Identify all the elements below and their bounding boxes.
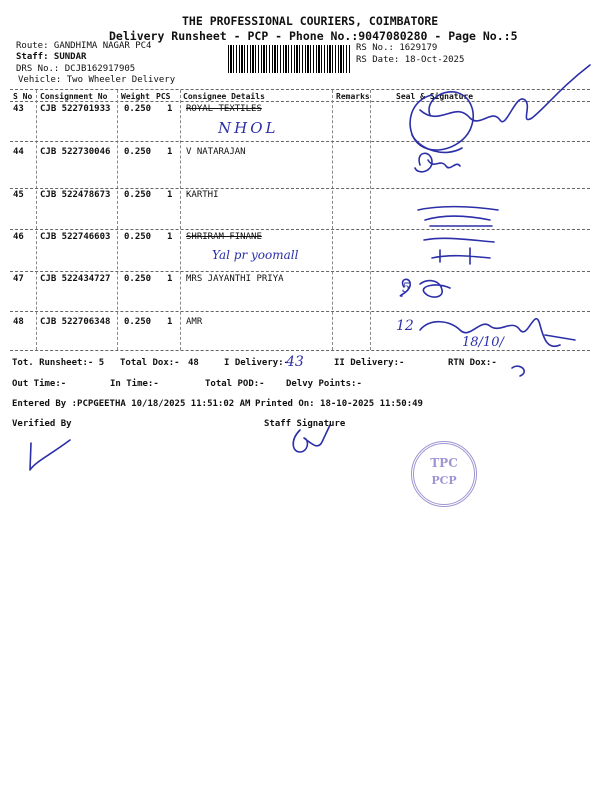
verified-by-label: Verified By <box>12 419 72 429</box>
row-pcs: 1 <box>167 147 173 157</box>
signature-stroke <box>418 207 498 226</box>
rs-date: RS Date: 18-Oct-2025 <box>356 55 465 65</box>
row-consignment: CJB 522746603 <box>40 232 111 242</box>
row-pcs: 1 <box>167 317 173 327</box>
col-pcs: PCS <box>156 92 171 101</box>
row-weight: 0.250 <box>124 232 152 242</box>
row-consignee: AMR <box>186 317 203 327</box>
in-time: In Time:- <box>110 379 159 389</box>
staff-label: Staff: SUNDAR <box>16 52 87 62</box>
vehicle-label: Vehicle: Two Wheeler Delivery <box>18 75 176 85</box>
total-dox-value: 48 <box>188 358 199 368</box>
row-consignment: CJB 522701933 <box>40 104 111 114</box>
total-dox-label: Total Dox:- <box>120 358 180 368</box>
row-weight: 0.250 <box>124 190 152 200</box>
row-weight: 0.250 <box>124 317 152 327</box>
stamp-text: PCP <box>431 474 457 487</box>
row-weight: 0.250 <box>124 147 152 157</box>
row-pcs: 1 <box>167 274 173 284</box>
handwritten-note: 12 <box>396 318 414 334</box>
signature-stroke <box>410 92 473 150</box>
signature-stroke <box>424 238 494 264</box>
col-remarks: Remarks <box>336 92 370 101</box>
row-pcs: 1 <box>167 190 173 200</box>
delvy-points: Delvy Points:- <box>286 379 362 389</box>
signature-stroke <box>512 366 524 376</box>
row-weight: 0.250 <box>124 274 152 284</box>
i-delivery-label: I Delivery:- <box>224 358 290 368</box>
i-delivery-value: 43 <box>286 354 304 370</box>
col-seal-signature: Seal & Signature <box>396 92 474 101</box>
ii-delivery-label: II Delivery:- <box>334 358 405 368</box>
staff-signature-label: Staff Signature <box>264 419 346 429</box>
row-sno: 48 <box>13 317 24 327</box>
signature-stroke <box>415 153 460 171</box>
total-pod: Total POD:- <box>205 379 265 389</box>
handwritten-note: Yal pr yoomall <box>212 248 299 262</box>
stamp-text: TPC <box>430 456 458 470</box>
row-consignee: KARTHI <box>186 190 219 200</box>
out-time: Out Time:- <box>12 379 67 389</box>
total-runsheet: Tot. Runsheet:- 5 <box>12 358 105 368</box>
col-consignment: Consignment No <box>40 92 108 101</box>
runsheet-subtitle: Delivery Runsheet - PCP - Phone No.:9047080280 - Page No.:5 <box>109 29 518 43</box>
row-sno: 47 <box>13 274 24 284</box>
handwritten-note: NHOL <box>218 119 279 137</box>
col-sno: S No <box>13 92 33 101</box>
row-weight: 0.250 <box>124 104 152 114</box>
col-weight: Weight <box>121 92 150 101</box>
col-consignee: Consignee Details <box>183 92 265 101</box>
row-sno: 46 <box>13 232 24 242</box>
route-label: Route: GANDHIMA NAGAR PC4 <box>16 41 152 51</box>
rtn-mark: 5 <box>402 281 411 296</box>
handwritten-date: 18/10/ <box>462 335 504 350</box>
row-sno: 44 <box>13 147 24 157</box>
row-consignment: CJB 522730046 <box>40 147 111 157</box>
printed-on: Printed On: 18-10-2025 11:50:49 <box>255 399 423 409</box>
rs-number: RS No.: 1629179 <box>356 43 438 53</box>
signature-stroke <box>30 440 70 470</box>
row-consignment: CJB 522706348 <box>40 317 111 327</box>
row-consignment: CJB 522478673 <box>40 190 111 200</box>
signature-stroke <box>293 425 330 452</box>
entered-by: Entered By :PCPGEETHA 10/18/2025 11:51:02 AM <box>12 399 251 409</box>
rtn-dox-label: RTN Dox:- <box>448 358 497 368</box>
row-sno: 43 <box>13 104 24 114</box>
signature-stroke <box>420 65 590 122</box>
row-pcs: 1 <box>167 232 173 242</box>
row-consignee: MRS JAYANTHI PRIYA <box>186 274 284 284</box>
company-stamp <box>411 441 477 507</box>
row-consignment: CJB 522434727 <box>40 274 111 284</box>
company-title: THE PROFESSIONAL COURIERS, COIMBATORE <box>182 14 439 28</box>
row-consignee: V NATARAJAN <box>186 147 246 157</box>
row-pcs: 1 <box>167 104 173 114</box>
row-consignee: ROYAL TEXTILES <box>186 104 262 114</box>
row-consignee: SHRIRAM FINANE <box>186 232 262 242</box>
row-sno: 45 <box>13 190 24 200</box>
drs-number: DRS No.: DCJB162917905 <box>16 64 136 74</box>
